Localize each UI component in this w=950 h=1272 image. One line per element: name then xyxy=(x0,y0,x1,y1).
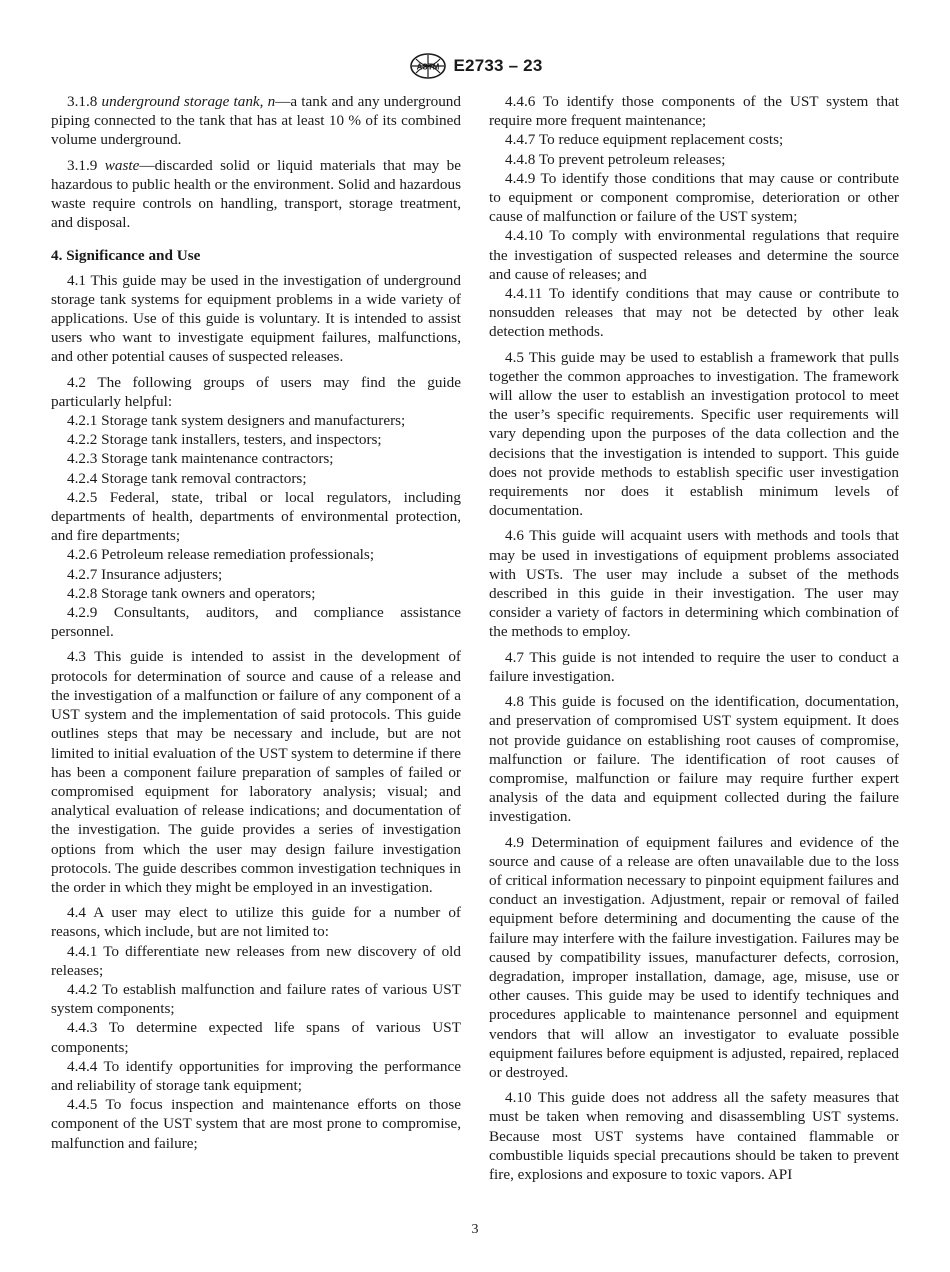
list-item: 4.4.11 To identify conditions that may cause or contribute to nonsudden releases that may not be detected by other leak detection methods. xyxy=(489,285,899,341)
list-4-4 xyxy=(51,942,461,1153)
list-item: 4.4.5 To focus inspection and maintenance efforts on those component of the UST system that are most prone to compromise, malfunction and failure; xyxy=(51,1096,461,1152)
list-item: 4.2.7 Insurance adjusters; xyxy=(67,565,223,583)
paragraph-4-9: 4.9 Determination of equipment failures and evidence of the source and cause of a release are often unavailable due to the loss of critical information necessary to pinpoint equipment failures and conduct an investigation. Adjustment, repair or removal of failed equipment before determining and documenting the cause of the failure may interfere with the failure investigation. Failures may be caused by compatibility issues, manufacturer defects, corrosion, degradation, improper installation, damage, age, misuse, use or other causes. This guide may be used to identify techniques and procedures applicable to maintenance personnel and equipment vendors that will allow an investigator to evaluate possible equipment failures before equipment is adjusted, repaired, replaced or destroyed. xyxy=(489,833,899,1081)
paragraph-4-8: 4.8 This guide is focused on the identification, documentation, and preservation of compromised UST system equipment. It does not provide guidance on establishing root causes of compromise, malfunction or failure. The identification of root causes of compromise, malfunction or failure may require further expert analysis of the data and equipment collected during the failure investigation. xyxy=(489,693,899,826)
list-item: 4.4.1 To differentiate new releases from new discovery of old releases; xyxy=(51,942,461,979)
definition-3-1-9: 3.1.9 waste—discarded solid or liquid materials that may be hazardous to public health or the environment. Solid and hazardous waste require controls on handling, transport, storage treatment, and disposal. xyxy=(51,156,461,232)
paragraph-4-5: 4.5 This guide may be used to establish a framework that pulls together the common approaches to investigation. The framework will allow the user to establish an investigation protocol to meet the user’s specific requirements. Specific user requirements will vary depending upon the purposes of the data collection and the decisions that the investigation is intended to support. This guide does not provide methods to establish specific user investigation requirements nor does it establish minimum levels of documentation. xyxy=(489,348,899,520)
right-column xyxy=(489,92,899,1184)
left-column xyxy=(51,92,461,1153)
list-item: 4.4.9 To identify those conditions that may cause or contribute to equipment or component compromise, deterioration or other cause of malfunction or failure of the UST system; xyxy=(489,169,899,226)
list-item: 4.4.7 To reduce equipment replacement costs; xyxy=(505,131,784,149)
page-number: 3 xyxy=(471,1222,479,1237)
list-4-2 xyxy=(51,411,461,641)
document-designation: E2733 – 23 xyxy=(453,56,543,75)
list-item: 4.4.4 To identify opportunities for improving the performance and reliability of storage tank equipment; xyxy=(51,1057,461,1094)
paragraph-4-2: 4.2 The following groups of users may find the guide particularly helpful: xyxy=(51,373,461,410)
list-4-4-continued xyxy=(489,92,899,342)
list-item: 4.2.9 Consultants, auditors, and compliance assistance personnel. xyxy=(51,604,461,641)
list-item: 4.2.3 Storage tank maintenance contractors; xyxy=(67,450,334,468)
list-item: 4.2.4 Storage tank removal contractors; xyxy=(67,469,307,487)
list-item: 4.4.8 To prevent petroleum releases; xyxy=(505,150,726,168)
astm-logo-icon xyxy=(408,52,448,80)
logo-text: ASTM xyxy=(416,62,439,72)
paragraph-4-10: 4.10 This guide does not address all the safety measures that must be taken when removing and disassembling UST systems. Because most UST systems have contained flammable or combustible liquids special precautions should be taken to prevent fire, explosions and exposure to toxic vapors. API xyxy=(489,1089,899,1183)
paragraph-4-1: 4.1 This guide may be used in the investigation of underground storage tank systems for equipment problems in a wide variety of applications. Use of this guide is voluntary. It is intended to assist users who want to investigate equipment failures, malfunctions, and other potential causes of suspected releases. xyxy=(51,271,461,366)
paragraph-4-4: 4.4 A user may elect to utilize this guide for a number of reasons, which include, but are not limited to: xyxy=(51,904,461,941)
list-item: 4.4.6 To identify those components of the UST system that require more frequent maintenance; xyxy=(489,93,899,130)
page-header xyxy=(0,52,950,80)
list-item: 4.2.6 Petroleum release remediation professionals; xyxy=(67,546,375,564)
paragraph-4-7: 4.7 This guide is not intended to require the user to conduct a failure investigation. xyxy=(489,648,899,685)
list-item: 4.2.5 Federal, state, tribal or local regulators, including departments of health, departments of environmental protection, and fire departments; xyxy=(51,488,461,545)
definition-3-1-8: 3.1.8 underground storage tank, n—a tank and any underground piping connected to the tank that has at least 10 % of its combined volume underground. xyxy=(51,93,461,149)
list-item: 4.2.8 Storage tank owners and operators; xyxy=(67,584,316,602)
paragraph-4-6: 4.6 This guide will acquaint users with methods and tools that may be used in investigations of equipment problems associated with USTs. The user may include a subset of the methods described in this guide in their investigation. The user may consider a variety of factors in determining which combination of the methods to employ. xyxy=(489,527,899,641)
list-item: 4.2.2 Storage tank installers, testers, and inspectors; xyxy=(67,431,382,449)
list-item: 4.4.10 To comply with environmental regulations that require the investigation of suspected releases and determine the source and cause of releases; and xyxy=(489,227,899,283)
list-item: 4.2.1 Storage tank system designers and manufacturers; xyxy=(67,412,406,430)
list-item: 4.4.3 To determine expected life spans of various UST components; xyxy=(51,1019,461,1056)
paragraph-4-3: 4.3 This guide is intended to assist in the development of protocols for determination of source and cause of a release and the investigation of a malfunction or failure of any component of a UST system and the implementation of said protocols. This guide outlines steps that may be necessary and include, but are not limited to initial evaluation of the UST system to determine if there has been a component failure preparation of samples of failed or compromised equipment for laboratory analysis; visual; and analytical evaluation of release indications; and documentation of the investigation. The guide provides a series of investigation options from which the user may design failure investigation protocols. The guide describes common investigation techniques in the order in which they might be employed in an investigation. xyxy=(51,648,461,896)
list-item: 4.4.2 To establish malfunction and failure rates of various UST system components; xyxy=(51,980,461,1018)
section-4-heading: 4. Significance and Use xyxy=(51,247,201,265)
